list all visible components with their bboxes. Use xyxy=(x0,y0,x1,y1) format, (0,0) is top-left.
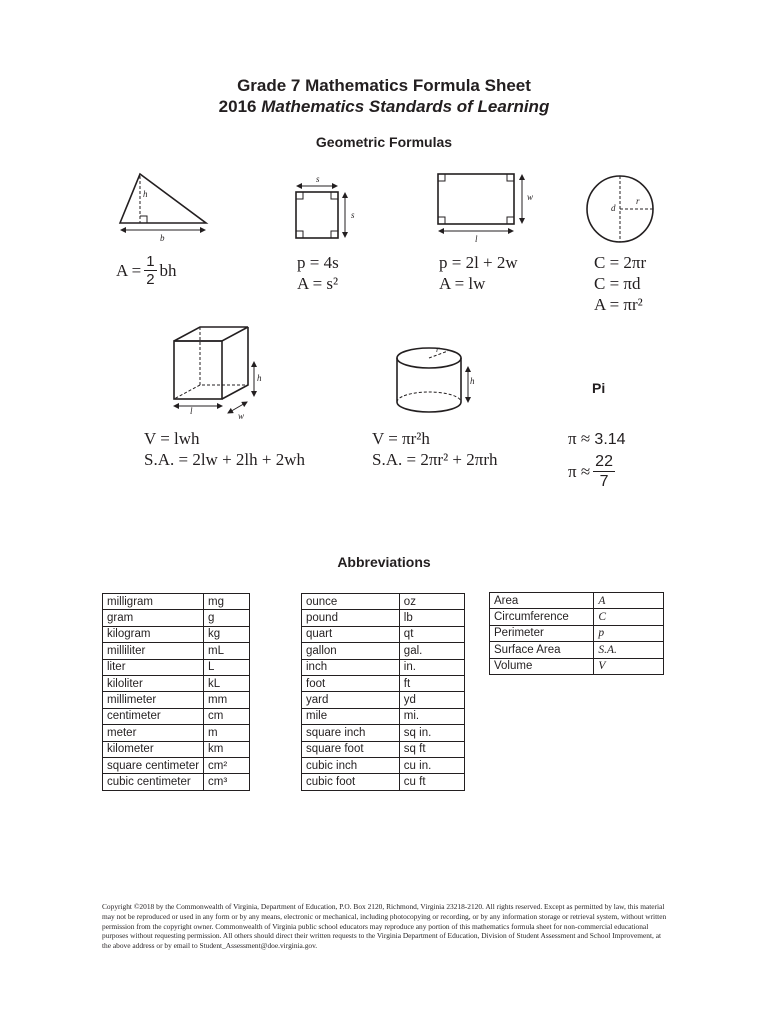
table-row xyxy=(103,594,250,610)
unit-abbreviation: lb xyxy=(399,610,464,626)
unit-name: square centimeter xyxy=(103,757,204,773)
unit-abbreviation: cm³ xyxy=(204,774,250,790)
square-formulas xyxy=(297,252,339,294)
circle-label-d: d xyxy=(611,203,616,213)
triangle-diagram xyxy=(112,170,212,245)
table-row xyxy=(103,626,250,642)
square-label-side: s xyxy=(351,210,355,220)
triangle-label-b: b xyxy=(160,233,165,243)
pi-approx-symbol-2: π ≈ xyxy=(568,462,591,481)
unit-abbreviation: mL xyxy=(204,643,250,659)
unit-abbreviation: qt xyxy=(399,626,464,642)
cylinder-volume: V = πr²h xyxy=(372,429,430,448)
fraction-numerator: 1 xyxy=(146,253,155,270)
unit-name: liter xyxy=(103,659,204,675)
table-row xyxy=(302,725,465,741)
circle-circumference-diameter: C = πd xyxy=(594,274,641,293)
unit-abbreviation: km xyxy=(204,741,250,757)
unit-name: gram xyxy=(103,610,204,626)
pi-approx-symbol: π ≈ xyxy=(568,429,591,448)
pi-fraction-denominator: 7 xyxy=(599,473,609,490)
square-perimeter: p = 4s xyxy=(297,253,339,272)
unit-name: pound xyxy=(302,610,400,626)
table-row xyxy=(302,594,465,610)
pi-decimal-value: 3.14 xyxy=(594,431,626,448)
unit-name: square inch xyxy=(302,725,400,741)
one-half-fraction xyxy=(144,253,156,288)
square-diagram xyxy=(290,172,360,244)
triangle-area-rhs: bh xyxy=(159,261,177,280)
table-row xyxy=(103,774,250,790)
unit-name: Area xyxy=(490,593,594,609)
unit-name: kilogram xyxy=(103,626,204,642)
rectangular-prism-diagram xyxy=(166,322,276,422)
unit-name: Perimeter xyxy=(490,625,594,641)
prism-volume: V = lwh xyxy=(144,429,200,448)
pi-fraction-approx xyxy=(568,452,615,491)
table-row xyxy=(103,659,250,675)
table-row xyxy=(103,757,250,773)
unit-name: centimeter xyxy=(103,708,204,724)
unit-abbreviation: cm² xyxy=(204,757,250,773)
rectangle-label-l: l xyxy=(475,234,478,244)
unit-abbreviation: V xyxy=(594,658,664,674)
abbreviations-heading: Abbreviations xyxy=(337,554,431,570)
pi-heading: Pi xyxy=(592,380,606,396)
cylinder-label-r: r xyxy=(436,344,440,354)
unit-abbreviation: L xyxy=(204,659,250,675)
square-label-top: s xyxy=(316,174,320,184)
unit-abbreviation: g xyxy=(204,610,250,626)
cylinder-label-h: h xyxy=(470,376,475,386)
metric-units-table xyxy=(102,593,250,791)
table-row xyxy=(302,757,465,773)
square-area: A = s² xyxy=(297,274,339,293)
circle-label-r: r xyxy=(636,196,640,206)
circle-area: A = πr² xyxy=(594,295,643,314)
unit-abbreviation: ft xyxy=(399,675,464,691)
unit-name: ounce xyxy=(302,594,400,610)
unit-name: yard xyxy=(302,692,400,708)
pi-fraction xyxy=(593,452,615,491)
table-row xyxy=(302,692,465,708)
unit-abbreviation: sq ft xyxy=(399,741,464,757)
table-row xyxy=(103,692,250,708)
unit-abbreviation: in. xyxy=(399,659,464,675)
unit-abbreviation: m xyxy=(204,725,250,741)
page-title: Grade 7 Mathematics Formula Sheet xyxy=(237,76,531,95)
variable-symbols-table xyxy=(489,592,664,675)
page-subtitle xyxy=(0,97,768,117)
table-row xyxy=(490,593,664,609)
cylinder-diagram xyxy=(390,340,490,422)
prism-surface-area: S.A. = 2lw + 2lh + 2wh xyxy=(144,450,305,469)
table-row xyxy=(302,643,465,659)
unit-name: mile xyxy=(302,708,400,724)
unit-abbreviation: C xyxy=(594,609,664,625)
triangle-area-formula xyxy=(116,253,177,288)
unit-abbreviation: sq in. xyxy=(399,725,464,741)
pi-fraction-numerator: 22 xyxy=(595,453,613,470)
unit-name: cubic centimeter xyxy=(103,774,204,790)
fraction-denominator: 2 xyxy=(146,271,155,288)
unit-abbreviation: yd xyxy=(399,692,464,708)
unit-abbreviation: cm xyxy=(204,708,250,724)
unit-abbreviation: S.A. xyxy=(594,642,664,658)
unit-abbreviation: gal. xyxy=(399,643,464,659)
table-row xyxy=(302,659,465,675)
unit-name: milligram xyxy=(103,594,204,610)
circle-formulas xyxy=(594,252,646,315)
table-row xyxy=(103,643,250,659)
geometric-formulas-heading: Geometric Formulas xyxy=(315,134,453,150)
cylinder-formulas xyxy=(372,428,498,470)
unit-name: cubic foot xyxy=(302,774,400,790)
unit-name: cubic inch xyxy=(302,757,400,773)
pi-decimal-approx xyxy=(568,428,626,450)
triangle-area-lhs: A = xyxy=(116,261,142,280)
table-row xyxy=(490,642,664,658)
table-row xyxy=(103,675,250,691)
unit-abbreviation: cu ft xyxy=(399,774,464,790)
unit-name: square foot xyxy=(302,741,400,757)
table-row xyxy=(103,741,250,757)
prism-label-l: l xyxy=(190,406,193,416)
rectangle-diagram xyxy=(430,168,540,246)
table-row xyxy=(490,658,664,674)
prism-label-w: w xyxy=(238,411,245,421)
unit-name: millimeter xyxy=(103,692,204,708)
rectangle-perimeter: p = 2l + 2w xyxy=(439,253,518,272)
unit-name: inch xyxy=(302,659,400,675)
prism-formulas xyxy=(144,428,305,470)
unit-abbreviation: mm xyxy=(204,692,250,708)
table-row xyxy=(302,774,465,790)
customary-units-table xyxy=(301,593,465,791)
unit-name: Surface Area xyxy=(490,642,594,658)
unit-name: quart xyxy=(302,626,400,642)
table-row xyxy=(490,625,664,641)
table-row xyxy=(490,609,664,625)
unit-name: gallon xyxy=(302,643,400,659)
table-row xyxy=(302,610,465,626)
circle-diagram xyxy=(580,172,660,247)
copyright-notice: Copyright ©2018 by the Commonwealth of Virginia, Department of Education, P.O. Box 2120, Richmond, Virginia 23218-2120. All rights reserved. Except as permitted by law, this material may not be reproduced or used in any form or by any means, electronic or mechanical, including photocopying or recording, or by any information storage or retrieval system, without written permission from the copyright owner. Commonwealth of Virginia public school educators may reproduce any portion of this mathematics formula sheet for non-commercial educational purposes without requesting permission. All others should direct their written requests to the Virginia Department of Education, Division of Student Assessment and School Improvement, at the above address or by email to Student_Assessment@doe.virginia.gov. xyxy=(102,902,667,951)
subtitle-year: 2016 xyxy=(218,97,257,116)
unit-name: meter xyxy=(103,725,204,741)
rectangle-label-w: w xyxy=(527,192,534,202)
unit-abbreviation: cu in. xyxy=(399,757,464,773)
unit-name: Volume xyxy=(490,658,594,674)
prism-label-h: h xyxy=(257,373,262,383)
table-row xyxy=(302,626,465,642)
unit-abbreviation: kg xyxy=(204,626,250,642)
unit-abbreviation: mi. xyxy=(399,708,464,724)
circle-circumference-radius: C = 2πr xyxy=(594,253,647,272)
table-row xyxy=(103,610,250,626)
table-row xyxy=(103,708,250,724)
rectangle-area: A = lw xyxy=(439,274,486,293)
table-row xyxy=(302,675,465,691)
unit-name: milliliter xyxy=(103,643,204,659)
unit-abbreviation: kL xyxy=(204,675,250,691)
table-row xyxy=(302,741,465,757)
cylinder-surface-area: S.A. = 2πr² + 2πrh xyxy=(372,450,498,469)
triangle-label-h: h xyxy=(143,189,148,199)
unit-abbreviation: p xyxy=(594,625,664,641)
unit-name: kiloliter xyxy=(103,675,204,691)
table-row xyxy=(103,725,250,741)
unit-name: kilometer xyxy=(103,741,204,757)
subtitle-standards: Mathematics Standards of Learning xyxy=(261,97,550,116)
unit-abbreviation: oz xyxy=(399,594,464,610)
unit-abbreviation: A xyxy=(594,593,664,609)
unit-name: foot xyxy=(302,675,400,691)
unit-abbreviation: mg xyxy=(204,594,250,610)
rectangle-formulas xyxy=(439,252,518,294)
unit-name: Circumference xyxy=(490,609,594,625)
table-row xyxy=(302,708,465,724)
